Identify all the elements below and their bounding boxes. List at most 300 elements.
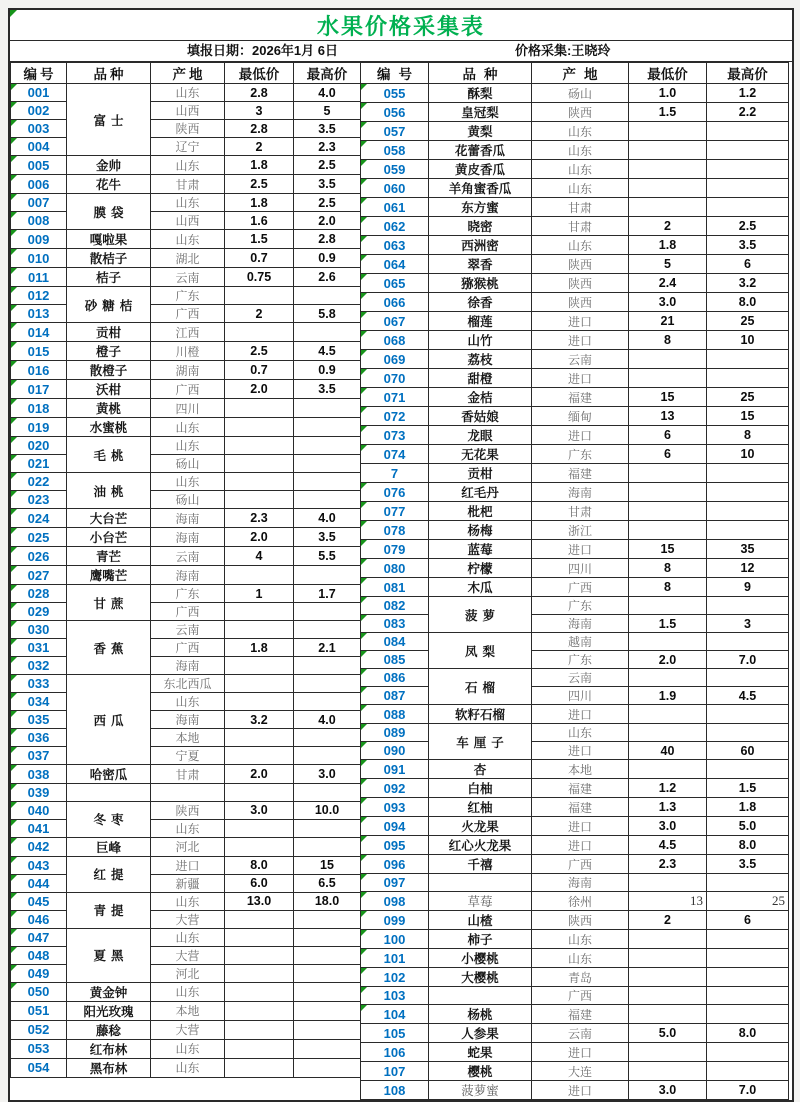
cell-variety[interactable]: 晓密 <box>429 217 532 236</box>
cell-max-price[interactable]: 3.5 <box>294 528 361 547</box>
cell-min-price[interactable] <box>629 968 707 987</box>
cell-id[interactable]: 7 <box>361 464 429 483</box>
cell-variety[interactable]: 皇冠梨 <box>429 103 532 122</box>
header-variety[interactable]: 品种 <box>67 63 151 84</box>
cell-min-price[interactable]: 3.0 <box>629 1081 707 1100</box>
cell-origin[interactable]: 海南 <box>532 615 629 633</box>
cell-max-price[interactable] <box>707 521 789 540</box>
cell-id[interactable]: 104 <box>361 1005 429 1024</box>
cell-id[interactable]: 089 <box>361 724 429 742</box>
cell-origin[interactable]: 进口 <box>151 856 225 874</box>
cell-id[interactable]: 013 <box>11 305 67 323</box>
cell-max-price[interactable] <box>707 502 789 521</box>
cell-origin[interactable]: 进口 <box>532 540 629 559</box>
cell-origin[interactable]: 湖南 <box>151 361 225 380</box>
cell-id[interactable]: 044 <box>11 874 67 892</box>
cell-variety[interactable]: 石榴 <box>429 669 532 705</box>
cell-origin[interactable]: 辽宁 <box>151 138 225 156</box>
cell-min-price[interactable]: 2 <box>225 305 294 323</box>
cell-origin[interactable]: 江西 <box>151 323 225 342</box>
cell-variety[interactable]: 千禧 <box>429 855 532 874</box>
cell-variety[interactable]: 枇杷 <box>429 502 532 521</box>
cell-min-price[interactable] <box>225 473 294 491</box>
cell-origin[interactable]: 海南 <box>151 657 225 675</box>
cell-origin[interactable]: 川橙 <box>151 342 225 361</box>
cell-origin[interactable]: 青岛 <box>532 968 629 987</box>
cell-variety[interactable] <box>429 874 532 892</box>
cell-min-price[interactable] <box>629 597 707 615</box>
cell-min-price[interactable]: 3 <box>225 102 294 120</box>
cell-min-price[interactable]: 2.5 <box>225 175 294 194</box>
cell-variety[interactable]: 酥梨 <box>429 84 532 103</box>
cell-id[interactable]: 020 <box>11 437 67 455</box>
cell-origin[interactable]: 四川 <box>151 399 225 418</box>
cell-max-price[interactable]: 1.8 <box>707 798 789 817</box>
cell-variety[interactable]: 羊角蜜香瓜 <box>429 179 532 198</box>
cell-id[interactable]: 091 <box>361 760 429 779</box>
cell-variety[interactable]: 龙眼 <box>429 426 532 445</box>
cell-max-price[interactable]: 4.5 <box>707 687 789 705</box>
cell-min-price[interactable]: 1.5 <box>225 230 294 249</box>
cell-variety[interactable]: 金帅 <box>67 156 151 175</box>
cell-max-price[interactable] <box>294 657 361 675</box>
cell-origin[interactable]: 进口 <box>532 331 629 350</box>
cell-variety[interactable]: 藤稔 <box>67 1020 151 1039</box>
cell-variety[interactable]: 红提 <box>67 856 151 892</box>
cell-max-price[interactable]: 3.0 <box>294 765 361 784</box>
cell-origin[interactable]: 甘肃 <box>532 502 629 521</box>
cell-variety[interactable]: 山楂 <box>429 911 532 930</box>
cell-id[interactable]: 015 <box>11 342 67 361</box>
cell-variety[interactable]: 散橙子 <box>67 361 151 380</box>
cell-id[interactable]: 018 <box>11 399 67 418</box>
cell-id[interactable]: 003 <box>11 120 67 138</box>
cell-id[interactable]: 035 <box>11 711 67 729</box>
cell-id[interactable]: 100 <box>361 930 429 949</box>
cell-max-price[interactable]: 8.0 <box>707 293 789 312</box>
cell-max-price[interactable] <box>707 1062 789 1081</box>
cell-max-price[interactable] <box>294 418 361 437</box>
cell-variety[interactable]: 人参果 <box>429 1024 532 1043</box>
cell-origin[interactable]: 山东 <box>151 418 225 437</box>
cell-variety[interactable]: 贡柑 <box>429 464 532 483</box>
cell-min-price[interactable] <box>225 675 294 693</box>
cell-origin[interactable]: 广西 <box>532 578 629 597</box>
cell-min-price[interactable] <box>225 784 294 802</box>
cell-origin[interactable]: 海南 <box>151 711 225 729</box>
cell-min-price[interactable]: 2.0 <box>629 651 707 669</box>
cell-origin[interactable]: 广东 <box>532 445 629 464</box>
cell-variety[interactable]: 山竹 <box>429 331 532 350</box>
cell-id[interactable]: 047 <box>11 928 67 946</box>
cell-id[interactable]: 074 <box>361 445 429 464</box>
cell-variety[interactable]: 红毛丹 <box>429 483 532 502</box>
cell-max-price[interactable] <box>294 910 361 928</box>
cell-max-price[interactable]: 0.9 <box>294 361 361 380</box>
cell-min-price[interactable]: 4 <box>225 547 294 566</box>
cell-variety[interactable]: 花蕾香瓜 <box>429 141 532 160</box>
cell-id[interactable]: 097 <box>361 874 429 892</box>
cell-variety[interactable]: 黑布林 <box>67 1058 151 1077</box>
cell-origin[interactable]: 砀山 <box>532 84 629 103</box>
cell-max-price[interactable] <box>707 350 789 369</box>
cell-origin[interactable]: 进口 <box>532 836 629 855</box>
cell-variety[interactable]: 杨梅 <box>429 521 532 540</box>
cell-max-price[interactable] <box>294 747 361 765</box>
cell-id[interactable]: 049 <box>11 964 67 982</box>
cell-variety[interactable]: 黄梨 <box>429 122 532 141</box>
cell-id[interactable]: 063 <box>361 236 429 255</box>
cell-id[interactable]: 099 <box>361 911 429 930</box>
cell-id[interactable]: 037 <box>11 747 67 765</box>
cell-id[interactable]: 051 <box>11 1001 67 1020</box>
cell-min-price[interactable]: 13 <box>629 892 707 911</box>
cell-id[interactable]: 068 <box>361 331 429 350</box>
cell-variety[interactable]: 草莓 <box>429 892 532 911</box>
cell-max-price[interactable] <box>294 603 361 621</box>
cell-max-price[interactable]: 5.5 <box>294 547 361 566</box>
cell-origin[interactable]: 云南 <box>532 350 629 369</box>
cell-min-price[interactable] <box>629 930 707 949</box>
cell-origin[interactable]: 进口 <box>532 817 629 836</box>
cell-max-price[interactable] <box>707 968 789 987</box>
cell-min-price[interactable]: 8 <box>629 331 707 350</box>
cell-max-price[interactable]: 10 <box>707 331 789 350</box>
cell-max-price[interactable] <box>707 1043 789 1062</box>
cell-id[interactable]: 050 <box>11 982 67 1001</box>
cell-max-price[interactable] <box>707 179 789 198</box>
cell-max-price[interactable]: 3.5 <box>707 236 789 255</box>
cell-max-price[interactable] <box>707 987 789 1005</box>
cell-id[interactable]: 017 <box>11 380 67 399</box>
cell-max-price[interactable]: 2.5 <box>707 217 789 236</box>
cell-max-price[interactable] <box>294 837 361 856</box>
cell-id[interactable]: 095 <box>361 836 429 855</box>
cell-id[interactable]: 059 <box>361 160 429 179</box>
cell-origin[interactable]: 湖北 <box>151 249 225 268</box>
cell-variety[interactable]: 杏 <box>429 760 532 779</box>
cell-max-price[interactable] <box>707 930 789 949</box>
cell-origin[interactable]: 山西 <box>151 212 225 230</box>
cell-max-price[interactable] <box>294 1058 361 1077</box>
cell-max-price[interactable]: 1.5 <box>707 779 789 798</box>
cell-min-price[interactable] <box>225 491 294 509</box>
cell-id[interactable]: 004 <box>11 138 67 156</box>
cell-min-price[interactable]: 2.8 <box>225 120 294 138</box>
cell-min-price[interactable] <box>629 987 707 1005</box>
cell-min-price[interactable]: 2.4 <box>629 274 707 293</box>
cell-id[interactable]: 045 <box>11 892 67 910</box>
cell-min-price[interactable] <box>225 747 294 765</box>
cell-min-price[interactable] <box>629 122 707 141</box>
cell-id[interactable]: 088 <box>361 705 429 724</box>
cell-origin[interactable]: 大营 <box>151 1020 225 1039</box>
cell-id[interactable]: 061 <box>361 198 429 217</box>
cell-origin[interactable]: 山东 <box>151 1058 225 1077</box>
cell-min-price[interactable]: 0.7 <box>225 249 294 268</box>
cell-id[interactable]: 087 <box>361 687 429 705</box>
cell-origin[interactable]: 东北西瓜 <box>151 675 225 693</box>
cell-variety[interactable]: 水蜜桃 <box>67 418 151 437</box>
cell-origin[interactable]: 甘肃 <box>532 198 629 217</box>
cell-max-price[interactable]: 0.9 <box>294 249 361 268</box>
cell-id[interactable]: 034 <box>11 693 67 711</box>
header-max-price[interactable]: 最高价 <box>707 63 789 84</box>
cell-origin[interactable]: 山西 <box>151 102 225 120</box>
cell-min-price[interactable] <box>225 399 294 418</box>
cell-min-price[interactable] <box>225 1001 294 1020</box>
cell-origin[interactable]: 山东 <box>151 693 225 711</box>
header-max-price[interactable]: 最高价 <box>294 63 361 84</box>
cell-min-price[interactable]: 2.0 <box>225 765 294 784</box>
cell-variety[interactable]: 菠萝蜜 <box>429 1081 532 1100</box>
cell-max-price[interactable] <box>707 160 789 179</box>
cell-min-price[interactable]: 2 <box>225 138 294 156</box>
cell-origin[interactable]: 山东 <box>151 928 225 946</box>
cell-id[interactable]: 024 <box>11 509 67 528</box>
cell-min-price[interactable]: 2.3 <box>225 509 294 528</box>
cell-min-price[interactable] <box>225 455 294 473</box>
cell-id[interactable]: 070 <box>361 369 429 388</box>
cell-origin[interactable]: 进口 <box>532 1081 629 1100</box>
cell-max-price[interactable] <box>707 760 789 779</box>
cell-origin[interactable]: 大营 <box>151 910 225 928</box>
cell-origin[interactable]: 广西 <box>532 987 629 1005</box>
cell-id[interactable]: 078 <box>361 521 429 540</box>
cell-max-price[interactable]: 15 <box>707 407 789 426</box>
cell-max-price[interactable]: 35 <box>707 540 789 559</box>
cell-origin[interactable]: 浙江 <box>532 521 629 540</box>
cell-max-price[interactable] <box>294 455 361 473</box>
cell-origin[interactable]: 广东 <box>151 585 225 603</box>
cell-id[interactable]: 077 <box>361 502 429 521</box>
cell-id[interactable]: 079 <box>361 540 429 559</box>
cell-min-price[interactable]: 1.2 <box>629 779 707 798</box>
cell-min-price[interactable] <box>629 633 707 651</box>
cell-min-price[interactable]: 1.8 <box>225 639 294 657</box>
cell-variety[interactable]: 甘蔗 <box>67 585 151 621</box>
cell-min-price[interactable] <box>225 1058 294 1077</box>
cell-id[interactable]: 072 <box>361 407 429 426</box>
cell-max-price[interactable]: 10 <box>707 445 789 464</box>
cell-variety[interactable]: 桔子 <box>67 268 151 287</box>
cell-max-price[interactable]: 4.5 <box>294 342 361 361</box>
cell-min-price[interactable] <box>629 874 707 892</box>
cell-id[interactable]: 090 <box>361 742 429 760</box>
cell-max-price[interactable]: 25 <box>707 312 789 331</box>
cell-max-price[interactable] <box>294 473 361 491</box>
cell-origin[interactable]: 山东 <box>151 1039 225 1058</box>
cell-max-price[interactable] <box>294 946 361 964</box>
header-min-price[interactable]: 最低价 <box>225 63 294 84</box>
cell-id[interactable]: 040 <box>11 801 67 819</box>
cell-max-price[interactable] <box>294 1001 361 1020</box>
cell-max-price[interactable]: 8.0 <box>707 1024 789 1043</box>
cell-origin[interactable] <box>151 784 225 802</box>
cell-variety[interactable]: 红柚 <box>429 798 532 817</box>
cell-origin[interactable]: 大营 <box>151 946 225 964</box>
cell-min-price[interactable] <box>629 198 707 217</box>
cell-min-price[interactable]: 21 <box>629 312 707 331</box>
cell-origin[interactable]: 云南 <box>151 621 225 639</box>
cell-max-price[interactable] <box>294 819 361 837</box>
cell-min-price[interactable] <box>629 949 707 968</box>
cell-origin[interactable]: 河北 <box>151 837 225 856</box>
cell-max-price[interactable]: 3.5 <box>294 380 361 399</box>
cell-variety[interactable]: 嘎啦果 <box>67 230 151 249</box>
cell-origin[interactable]: 进口 <box>532 312 629 331</box>
cell-min-price[interactable]: 1.9 <box>629 687 707 705</box>
cell-min-price[interactable] <box>225 657 294 675</box>
cell-origin[interactable]: 山东 <box>151 819 225 837</box>
cell-origin[interactable]: 四川 <box>532 687 629 705</box>
cell-variety[interactable]: 阳光玫瑰 <box>67 1001 151 1020</box>
cell-origin[interactable]: 山东 <box>532 179 629 198</box>
cell-max-price[interactable]: 3.5 <box>294 120 361 138</box>
header-origin[interactable]: 产地 <box>151 63 225 84</box>
cell-variety[interactable]: 香姑娘 <box>429 407 532 426</box>
cell-origin[interactable]: 云南 <box>151 547 225 566</box>
cell-min-price[interactable]: 2.8 <box>225 84 294 102</box>
cell-origin[interactable]: 广东 <box>532 651 629 669</box>
cell-min-price[interactable] <box>629 1062 707 1081</box>
cell-variety[interactable]: 翠香 <box>429 255 532 274</box>
cell-origin[interactable]: 陕西 <box>532 293 629 312</box>
cell-id[interactable]: 093 <box>361 798 429 817</box>
cell-max-price[interactable] <box>294 287 361 305</box>
cell-id[interactable]: 060 <box>361 179 429 198</box>
cell-min-price[interactable] <box>225 729 294 747</box>
cell-min-price[interactable]: 8 <box>629 559 707 578</box>
cell-max-price[interactable]: 18.0 <box>294 892 361 910</box>
cell-origin[interactable]: 进口 <box>532 1043 629 1062</box>
cell-max-price[interactable]: 6 <box>707 255 789 274</box>
cell-variety[interactable]: 巨峰 <box>67 837 151 856</box>
cell-id[interactable]: 041 <box>11 819 67 837</box>
header-origin[interactable]: 产地 <box>532 63 629 84</box>
cell-variety[interactable]: 白柚 <box>429 779 532 798</box>
cell-variety[interactable]: 砂糖桔 <box>67 287 151 323</box>
cell-id[interactable]: 101 <box>361 949 429 968</box>
cell-min-price[interactable] <box>629 483 707 502</box>
cell-id[interactable]: 065 <box>361 274 429 293</box>
cell-id[interactable]: 105 <box>361 1024 429 1043</box>
cell-origin[interactable]: 海南 <box>532 874 629 892</box>
cell-min-price[interactable] <box>225 603 294 621</box>
cell-variety[interactable]: 凤梨 <box>429 633 532 669</box>
header-variety[interactable]: 品种 <box>429 63 532 84</box>
cell-origin[interactable]: 福建 <box>532 388 629 407</box>
cell-max-price[interactable] <box>707 369 789 388</box>
cell-id[interactable]: 102 <box>361 968 429 987</box>
cell-variety[interactable]: 榴莲 <box>429 312 532 331</box>
cell-variety[interactable]: 猕猴桃 <box>429 274 532 293</box>
cell-max-price[interactable] <box>707 1005 789 1024</box>
cell-variety[interactable] <box>67 784 151 802</box>
cell-min-price[interactable] <box>629 350 707 369</box>
cell-min-price[interactable] <box>629 141 707 160</box>
cell-max-price[interactable] <box>707 122 789 141</box>
cell-origin[interactable]: 海南 <box>151 509 225 528</box>
cell-variety[interactable]: 车厘子 <box>429 724 532 760</box>
cell-max-price[interactable] <box>707 483 789 502</box>
cell-id[interactable]: 032 <box>11 657 67 675</box>
cell-origin[interactable]: 本地 <box>151 1001 225 1020</box>
cell-id[interactable]: 039 <box>11 784 67 802</box>
cell-variety[interactable]: 柿子 <box>429 930 532 949</box>
cell-variety[interactable]: 青提 <box>67 892 151 928</box>
cell-origin[interactable]: 山东 <box>151 84 225 102</box>
cell-min-price[interactable]: 1 <box>225 585 294 603</box>
cell-origin[interactable]: 福建 <box>532 464 629 483</box>
cell-origin[interactable]: 缅甸 <box>532 407 629 426</box>
cell-id[interactable]: 022 <box>11 473 67 491</box>
cell-origin[interactable]: 福建 <box>532 779 629 798</box>
cell-id[interactable]: 036 <box>11 729 67 747</box>
cell-variety[interactable]: 徐香 <box>429 293 532 312</box>
cell-origin[interactable]: 山东 <box>532 724 629 742</box>
cell-min-price[interactable] <box>629 521 707 540</box>
cell-min-price[interactable]: 2.0 <box>225 380 294 399</box>
cell-origin[interactable]: 砀山 <box>151 455 225 473</box>
cell-min-price[interactable]: 2.0 <box>225 528 294 547</box>
cell-origin[interactable]: 山东 <box>532 160 629 179</box>
cell-id[interactable]: 107 <box>361 1062 429 1081</box>
cell-max-price[interactable]: 6.5 <box>294 874 361 892</box>
cell-origin[interactable]: 山东 <box>151 437 225 455</box>
cell-id[interactable]: 080 <box>361 559 429 578</box>
cell-id[interactable]: 081 <box>361 578 429 597</box>
cell-origin[interactable]: 云南 <box>532 1024 629 1043</box>
cell-id[interactable]: 027 <box>11 566 67 585</box>
cell-variety[interactable]: 青芒 <box>67 547 151 566</box>
cell-min-price[interactable] <box>629 179 707 198</box>
cell-id[interactable]: 053 <box>11 1039 67 1058</box>
cell-max-price[interactable]: 5.0 <box>707 817 789 836</box>
cell-origin[interactable]: 广西 <box>532 855 629 874</box>
cell-min-price[interactable] <box>225 982 294 1001</box>
cell-min-price[interactable]: 5.0 <box>629 1024 707 1043</box>
cell-id[interactable]: 010 <box>11 249 67 268</box>
cell-variety[interactable]: 无花果 <box>429 445 532 464</box>
cell-min-price[interactable] <box>225 910 294 928</box>
cell-id[interactable]: 098 <box>361 892 429 911</box>
cell-variety[interactable]: 黄桃 <box>67 399 151 418</box>
cell-variety[interactable]: 哈密瓜 <box>67 765 151 784</box>
cell-max-price[interactable] <box>294 928 361 946</box>
cell-origin[interactable]: 新疆 <box>151 874 225 892</box>
cell-max-price[interactable]: 2.0 <box>294 212 361 230</box>
cell-min-price[interactable] <box>225 964 294 982</box>
cell-id[interactable]: 008 <box>11 212 67 230</box>
cell-variety[interactable]: 西洲密 <box>429 236 532 255</box>
cell-max-price[interactable]: 12 <box>707 559 789 578</box>
cell-variety[interactable]: 荔枝 <box>429 350 532 369</box>
cell-min-price[interactable]: 3.2 <box>225 711 294 729</box>
cell-id[interactable]: 094 <box>361 817 429 836</box>
cell-max-price[interactable] <box>294 693 361 711</box>
cell-max-price[interactable]: 15 <box>294 856 361 874</box>
cell-variety[interactable]: 夏黑 <box>67 928 151 982</box>
cell-id[interactable]: 028 <box>11 585 67 603</box>
cell-min-price[interactable]: 5 <box>629 255 707 274</box>
cell-id[interactable]: 103 <box>361 987 429 1005</box>
cell-id[interactable]: 009 <box>11 230 67 249</box>
cell-id[interactable]: 030 <box>11 621 67 639</box>
cell-origin[interactable]: 山东 <box>532 949 629 968</box>
cell-variety[interactable]: 菠萝 <box>429 597 532 633</box>
cell-max-price[interactable]: 2.3 <box>294 138 361 156</box>
